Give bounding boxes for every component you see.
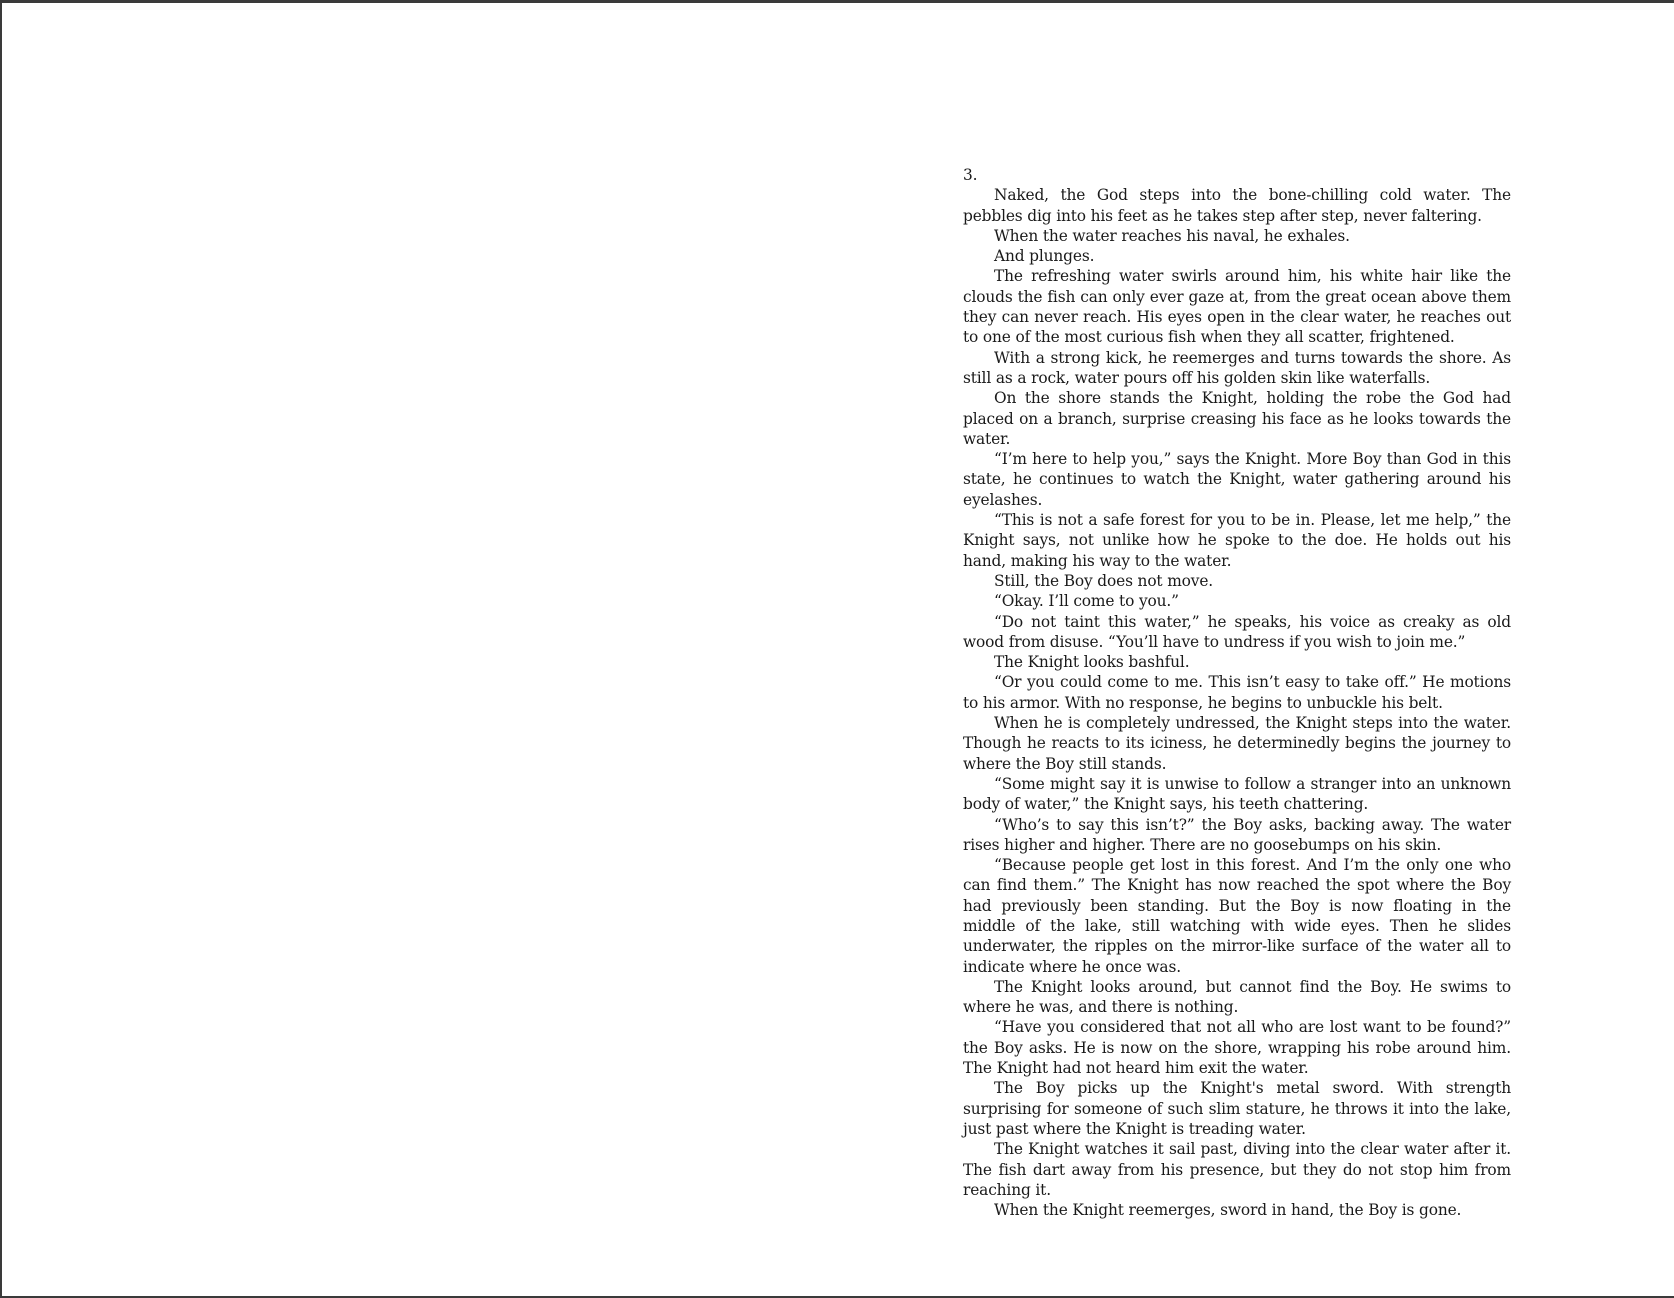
chapter-number: 3. bbox=[963, 166, 978, 184]
paragraph: “Who’s to say this isn’t?” the Boy asks, backing away. The water rises higher and higher. There are no goosebumps on his skin. bbox=[963, 815, 1511, 854]
paragraph: The refreshing water swirls around him, his white hair like the clouds the fish can only ever gaze at, from the great ocean above them they can never reach. His eyes open in the clear water, he reaches out to one of the most curious fish when they all scatter, frightened. bbox=[963, 267, 1511, 347]
paragraph: “I’m here to help you,” says the Knight. More Boy than God in this state, he continues to watch the Knight, water gathering around his eyelashes. bbox=[963, 450, 1511, 509]
right-page bbox=[837, 3, 1674, 1296]
paragraph: Still, the Boy does not move. bbox=[994, 571, 1214, 590]
paragraph: The Boy picks up the Knight's metal sword. With strength surprising for someone of such slim stature, he throws it into the lake, just past where the Knight is treading water. bbox=[963, 1079, 1511, 1138]
paragraph: “Or you could come to me. This isn’t easy to take off.” He motions to his armor. With no response, he begins to unbuckle his belt. bbox=[963, 673, 1511, 712]
paragraph: When the water reaches his naval, he exhales. bbox=[994, 226, 1350, 245]
paragraph: “This is not a safe forest for you to be in. Please, let me help,” the Knight says, not unlike how he spoke to the doe. He holds out his hand, making his way to the water. bbox=[963, 511, 1511, 570]
paragraph: On the shore stands the Knight, holding the robe the God had placed on a branch, surprise creasing his face as he looks towards the water. bbox=[963, 389, 1511, 448]
paragraph: “Okay. I’ll come to you.” bbox=[994, 592, 1179, 611]
paragraph: When the Knight reemerges, sword in hand, the Boy is gone. bbox=[994, 1201, 1462, 1220]
left-page-blank bbox=[2, 3, 837, 1296]
paragraph: The Knight looks around, but cannot find the Boy. He swims to where he was, and there is nothing. bbox=[963, 977, 1511, 1017]
paragraph: And plunges. bbox=[994, 247, 1095, 266]
paragraph: When he is completely undressed, the Knight steps into the water. Though he reacts to its iciness, he determinedly begins the journey to where the Boy still stands. bbox=[963, 714, 1511, 773]
chapter-text bbox=[963, 165, 1511, 1220]
paragraph: The Knight looks bashful. bbox=[994, 653, 1190, 672]
paragraph: “Have you considered that not all who are lost want to be found?” the Boy asks. He is now on the shore, wrapping his robe around him. The Knight had not heard him exit the water. bbox=[963, 1018, 1511, 1078]
paragraph: Naked, the God steps into the bone-chilling cold water. The pebbles dig into his feet as he takes step after step, never faltering. bbox=[963, 186, 1511, 225]
paragraph: “Because people get lost in this forest. And I’m the only one who can find them.” The Knight has now reached the spot where the Boy had previously been standing. But the Boy is now floating in the middle of the lake, still watching with wide eyes. Then he slides underwater, the ripples on the mirror-like surface of the water all to indicate where he once was. bbox=[963, 856, 1511, 976]
paragraph: “Some might say it is unwise to follow a stranger into an unknown body of water,” the Knight says, his teeth chattering. bbox=[963, 774, 1511, 814]
paragraph: With a strong kick, he reemerges and turns towards the shore. As still as a rock, water pours off his golden skin like waterfalls. bbox=[963, 348, 1511, 387]
paragraph: “Do not taint this water,” he speaks, his voice as creaky as old wood from disuse. “You’ll have to undress if you wish to join me.” bbox=[963, 612, 1511, 651]
paragraph: The Knight watches it sail past, diving into the clear water after it. The fish dart away from his presence, but they do not stop him from reaching it. bbox=[963, 1140, 1511, 1199]
